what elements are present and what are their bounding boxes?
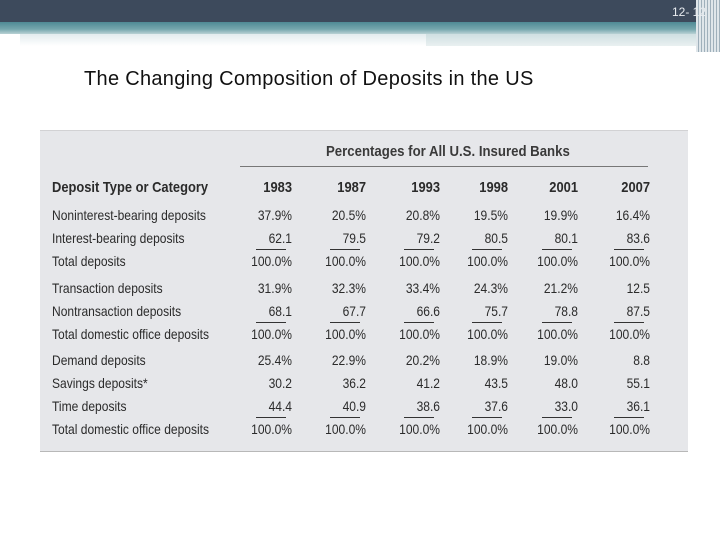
table-cell: 100.0%: [609, 421, 650, 437]
table-cell: 40.9: [342, 398, 366, 414]
table-cell: 100.0%: [325, 326, 366, 342]
table-cell: 100.0%: [399, 421, 440, 437]
row-label: Interest-bearing deposits: [52, 230, 185, 246]
total-rule: [472, 249, 502, 250]
total-rule: [256, 322, 286, 323]
table-cell: 100.0%: [609, 326, 650, 342]
table-cell: 41.2: [416, 375, 440, 391]
table-cell: 100.0%: [251, 253, 292, 269]
table-cell: 43.5: [484, 375, 508, 391]
total-rule: [542, 322, 572, 323]
table-cell: 25.4%: [257, 352, 292, 368]
table-cell: 33.0: [554, 398, 578, 414]
table-cell: 36.2: [342, 375, 366, 391]
slide-header-accent: [426, 34, 696, 46]
table-cell: 55.1: [626, 375, 650, 391]
row-label: Total domestic office deposits: [52, 326, 210, 342]
table-cell: 80.5: [484, 230, 508, 246]
table-cell: 18.9%: [473, 352, 508, 368]
total-rule: [472, 322, 502, 323]
row-label: Total domestic office deposits: [52, 421, 210, 437]
table-cell: 100.0%: [467, 326, 508, 342]
table-cell: 48.0: [554, 375, 578, 391]
table-cell: 100.0%: [537, 421, 578, 437]
table-cell: 21.2%: [543, 280, 578, 296]
table-cell: 100.0%: [537, 326, 578, 342]
table-cell: 20.5%: [331, 207, 366, 223]
year-header-2007: 2007: [621, 179, 650, 196]
table-cell: 80.1: [554, 230, 578, 246]
table-cell: 100.0%: [251, 421, 292, 437]
year-header-1983: 1983: [263, 179, 292, 196]
table-cell: 24.3%: [473, 280, 508, 296]
table-cell: 100.0%: [399, 253, 440, 269]
table-cell: 37.6: [484, 398, 508, 414]
table-cell: 12.5: [626, 280, 650, 296]
table-cell: 20.8%: [405, 207, 440, 223]
table-cell: 8.8: [633, 352, 650, 368]
slide-number: 12- 12: [671, 5, 706, 19]
table-cell: 83.6: [626, 230, 650, 246]
table-cell: 44.4: [268, 398, 292, 414]
table-band-header: Percentages for All U.S. Insured Banks: [326, 143, 570, 160]
table-cell: 100.0%: [251, 326, 292, 342]
table-cell: 33.4%: [405, 280, 440, 296]
total-rule: [404, 417, 434, 418]
total-rule: [404, 249, 434, 250]
table-cell: 19.9%: [543, 207, 578, 223]
total-rule: [472, 417, 502, 418]
row-label: Total deposits: [52, 253, 126, 269]
total-rule: [256, 417, 286, 418]
total-rule: [614, 322, 644, 323]
slide-header-bar: [0, 0, 720, 22]
total-rule: [614, 417, 644, 418]
slide-header-teal-band: [0, 22, 720, 34]
total-rule: [256, 249, 286, 250]
table-cell: 19.0%: [543, 352, 578, 368]
row-label: Demand deposits: [52, 352, 146, 368]
slide-title: The Changing Composition of Deposits in the US: [84, 68, 534, 90]
table-cell: 32.3%: [331, 280, 366, 296]
table-cell: 37.9%: [257, 207, 292, 223]
row-label: Time deposits: [52, 398, 127, 414]
total-rule: [404, 322, 434, 323]
table-cell: 20.2%: [405, 352, 440, 368]
deposits-table: [40, 130, 688, 452]
table-cell: 62.1: [268, 230, 292, 246]
year-header-1993: 1993: [411, 179, 440, 196]
table-cell: 22.9%: [331, 352, 366, 368]
table-cell: 31.9%: [257, 280, 292, 296]
table-cell: 100.0%: [609, 253, 650, 269]
total-rule: [542, 417, 572, 418]
row-header-label: Deposit Type or Category: [52, 179, 209, 196]
table-cell: 19.5%: [473, 207, 508, 223]
year-header-1987: 1987: [337, 179, 366, 196]
total-rule: [614, 249, 644, 250]
table-cell: 79.2: [416, 230, 440, 246]
table-cell: 38.6: [416, 398, 440, 414]
table-cell: 100.0%: [325, 253, 366, 269]
table-cell: 87.5: [626, 303, 650, 319]
band-header-rule: [240, 166, 648, 167]
table-cell: 67.7: [342, 303, 366, 319]
year-header-1998: 1998: [479, 179, 508, 196]
table-cell: 78.8: [554, 303, 578, 319]
row-label: Savings deposits*: [52, 375, 148, 391]
table-cell: 100.0%: [325, 421, 366, 437]
table-cell: 30.2: [268, 375, 292, 391]
table-cell: 100.0%: [467, 253, 508, 269]
row-label: Transaction deposits: [52, 280, 163, 296]
total-rule: [330, 322, 360, 323]
table-cell: 75.7: [484, 303, 508, 319]
row-label: Noninterest-bearing deposits: [52, 207, 206, 223]
total-rule: [330, 249, 360, 250]
table-cell: 66.6: [416, 303, 440, 319]
row-label: Nontransaction deposits: [52, 303, 182, 319]
total-rule: [330, 417, 360, 418]
year-header-2001: 2001: [549, 179, 578, 196]
total-rule: [542, 249, 572, 250]
table-cell: 79.5: [342, 230, 366, 246]
table-cell: 100.0%: [537, 253, 578, 269]
table-cell: 16.4%: [615, 207, 650, 223]
table-cell: 68.1: [268, 303, 292, 319]
table-cell: 100.0%: [467, 421, 508, 437]
table-cell: 100.0%: [399, 326, 440, 342]
table-cell: 36.1: [626, 398, 650, 414]
